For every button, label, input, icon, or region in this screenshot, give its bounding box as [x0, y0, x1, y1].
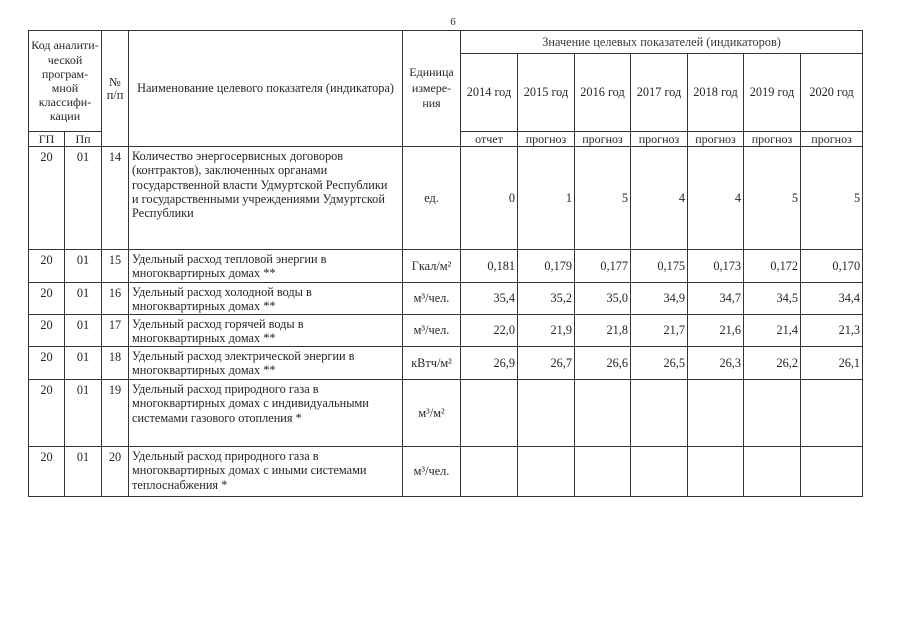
indicator-name-line: Удельный расход горячей воды в	[132, 317, 304, 331]
indicator-row	[29, 447, 863, 497]
value-2014-cell: 26,9	[461, 347, 518, 380]
value-2015-cell: 21,9	[518, 315, 575, 347]
value-2018-cell: 4	[688, 147, 744, 250]
value-2019-cell: 21,4	[744, 315, 801, 347]
value-2019-cell: 5	[744, 147, 801, 250]
indicator-row	[29, 380, 863, 447]
unit-cell: м³/чел.	[403, 315, 461, 347]
indicator-name-line: Удельный расход природного газа в	[132, 382, 319, 396]
indicator-name-line: и государственными учреждениями Удмуртской	[132, 191, 385, 206]
value-2016-cell: 26,6	[575, 347, 631, 380]
header-value-type-2014: отчет	[461, 132, 518, 147]
row-number-cell: 19	[102, 380, 129, 447]
indicator-name-cell	[129, 447, 403, 497]
value-2017-cell	[631, 447, 688, 497]
header-value-type-2015: прогноз	[518, 132, 575, 147]
value-2017-cell: 26,5	[631, 347, 688, 380]
header-program-code-line: ческой	[47, 52, 83, 67]
value-2015-cell	[518, 447, 575, 497]
gp-code-cell: 20	[29, 147, 65, 250]
value-2017-cell: 0,175	[631, 250, 688, 283]
indicator-name-line: системами газового отопления *	[132, 410, 302, 425]
header-year-2020: 2020 год	[801, 54, 863, 132]
header-unit-line: ния	[422, 96, 441, 111]
indicator-row	[29, 147, 863, 250]
value-2020-cell: 34,4	[801, 283, 863, 315]
header-year-2017: 2017 год	[631, 54, 688, 132]
value-2015-cell	[518, 380, 575, 447]
pp-code-cell: 01	[65, 447, 102, 497]
indicator-name-line: многоквартирных домах **	[132, 331, 276, 346]
header-row-number	[102, 31, 129, 147]
header-program-code-line: мной	[51, 81, 79, 95]
value-2019-cell: 34,5	[744, 283, 801, 315]
gp-code-cell: 20	[29, 347, 65, 380]
indicator-name-cell	[129, 315, 403, 347]
row-number-cell: 16	[102, 283, 129, 315]
unit-cell: Гкал/м²	[403, 250, 461, 283]
indicator-name-cell	[129, 147, 403, 250]
indicator-row	[29, 347, 863, 380]
row-number-cell: 20	[102, 447, 129, 497]
pp-code-cell: 01	[65, 315, 102, 347]
unit-cell: м³/чел.	[403, 283, 461, 315]
value-2016-cell: 0,177	[575, 250, 631, 283]
value-2020-cell	[801, 447, 863, 497]
indicator-name-line: Удельный расход тепловой энергии в	[132, 252, 327, 266]
value-2014-cell: 35,4	[461, 283, 518, 315]
indicator-name-line: Республики	[132, 206, 194, 221]
gp-code-cell: 20	[29, 315, 65, 347]
value-2020-cell: 0,170	[801, 250, 863, 283]
page-number: 6	[450, 16, 456, 28]
value-2020-cell: 5	[801, 147, 863, 250]
indicator-name-cell	[129, 283, 403, 315]
value-2017-cell	[631, 380, 688, 447]
pp-code-cell: 01	[65, 347, 102, 380]
row-number-cell: 18	[102, 347, 129, 380]
header-program-code-line: програм-	[41, 66, 89, 81]
header-indicator-name: Наименование целевого показателя (индикатора)	[129, 31, 403, 147]
indicator-name-line: Удельный расход электрической энергии в	[132, 349, 355, 363]
indicator-name-line: многоквартирных домах с индивидуальными	[132, 396, 369, 411]
value-2018-cell	[688, 380, 744, 447]
value-2016-cell: 35,0	[575, 283, 631, 315]
indicator-row	[29, 283, 863, 315]
header-program-code-line: кации	[49, 109, 81, 124]
value-2015-cell: 0,179	[518, 250, 575, 283]
gp-code-cell: 20	[29, 250, 65, 283]
header-value-type-2018: прогноз	[688, 132, 744, 147]
header-values-title: Значение целевых показателей (индикаторов)	[461, 31, 863, 54]
value-2018-cell: 21,6	[688, 315, 744, 347]
header-year-2015: 2015 год	[518, 54, 575, 132]
value-2015-cell: 1	[518, 147, 575, 250]
value-2020-cell	[801, 380, 863, 447]
value-2015-cell: 35,2	[518, 283, 575, 315]
indicators-table	[28, 30, 863, 497]
value-2014-cell: 0,181	[461, 250, 518, 283]
value-2018-cell: 26,3	[688, 347, 744, 380]
indicator-name-line: теплоснабжения *	[132, 477, 228, 492]
indicator-name-line: многоквартирных домах **	[132, 266, 276, 281]
value-2019-cell	[744, 380, 801, 447]
value-2017-cell: 21,7	[631, 315, 688, 347]
row-number-cell: 14	[102, 147, 129, 250]
value-2020-cell: 21,3	[801, 315, 863, 347]
value-2016-cell: 5	[575, 147, 631, 250]
value-2015-cell: 26,7	[518, 347, 575, 380]
row-number-cell: 15	[102, 250, 129, 283]
pp-code-cell: 01	[65, 283, 102, 315]
indicator-name-line: многоквартирных домах **	[132, 299, 276, 314]
pp-code-cell: 01	[65, 250, 102, 283]
header-unit-line: измере-	[411, 80, 452, 95]
indicator-name-line: многоквартирных домах **	[132, 363, 276, 378]
value-2016-cell	[575, 380, 631, 447]
header-row-number-line: №	[109, 74, 121, 89]
header-value-type-2016: прогноз	[575, 132, 631, 147]
indicator-name-line: Удельный расход природного газа в	[132, 449, 319, 463]
indicator-name-line: Удельный расход холодной воды в	[132, 285, 312, 299]
value-2018-cell	[688, 447, 744, 497]
value-2019-cell	[744, 447, 801, 497]
header-program-code	[29, 31, 102, 132]
indicator-name-cell	[129, 250, 403, 283]
header-program-code-line: Код аналити-	[31, 38, 99, 53]
header-year-2016: 2016 год	[575, 54, 631, 132]
value-2014-cell: 22,0	[461, 315, 518, 347]
header-program-code-line: классифи-	[38, 95, 92, 110]
header-value-type-2020: прогноз	[801, 132, 863, 147]
value-2016-cell	[575, 447, 631, 497]
indicator-name-line: многоквартирных домах с иными системами	[132, 463, 367, 478]
header-row-number-line: п/п	[106, 87, 124, 102]
value-2017-cell: 4	[631, 147, 688, 250]
indicator-name-line: государственной власти Удмуртской Республики	[132, 177, 388, 192]
value-2020-cell: 26,1	[801, 347, 863, 380]
value-2014-cell: 0	[461, 147, 518, 250]
header-year-2014: 2014 год	[461, 54, 518, 132]
unit-cell: ед.	[403, 147, 461, 250]
header-value-type-2017: прогноз	[631, 132, 688, 147]
pp-code-cell: 01	[65, 380, 102, 447]
header-year-2019: 2019 год	[744, 54, 801, 132]
value-2019-cell: 0,172	[744, 250, 801, 283]
gp-code-cell: 20	[29, 447, 65, 497]
unit-cell: кВтч/м²	[403, 347, 461, 380]
header-gp: ГП	[29, 132, 65, 147]
table-header	[29, 31, 863, 147]
header-unit-line: Единица	[409, 65, 454, 80]
header-unit	[403, 31, 461, 147]
indicator-row	[29, 250, 863, 283]
gp-code-cell: 20	[29, 283, 65, 315]
indicator-name-cell	[129, 380, 403, 447]
value-2019-cell: 26,2	[744, 347, 801, 380]
value-2018-cell: 34,7	[688, 283, 744, 315]
value-2017-cell: 34,9	[631, 283, 688, 315]
unit-cell: м³/чел.	[403, 447, 461, 497]
pp-code-cell: 01	[65, 147, 102, 250]
value-2018-cell: 0,173	[688, 250, 744, 283]
gp-code-cell: 20	[29, 380, 65, 447]
unit-cell: м³/м²	[403, 380, 461, 447]
header-pp: Пп	[65, 132, 102, 147]
row-number-cell: 17	[102, 315, 129, 347]
value-2014-cell	[461, 380, 518, 447]
header-row-title	[29, 31, 863, 54]
header-value-type-2019: прогноз	[744, 132, 801, 147]
indicator-row	[29, 315, 863, 347]
value-2014-cell	[461, 447, 518, 497]
indicator-name-line: Количество энергосервисных договоров	[132, 149, 344, 163]
indicator-name-line: (контрактов), заключенных органами	[132, 163, 328, 178]
value-2016-cell: 21,8	[575, 315, 631, 347]
header-year-2018: 2018 год	[688, 54, 744, 132]
table-body	[29, 147, 863, 497]
indicator-name-cell	[129, 347, 403, 380]
